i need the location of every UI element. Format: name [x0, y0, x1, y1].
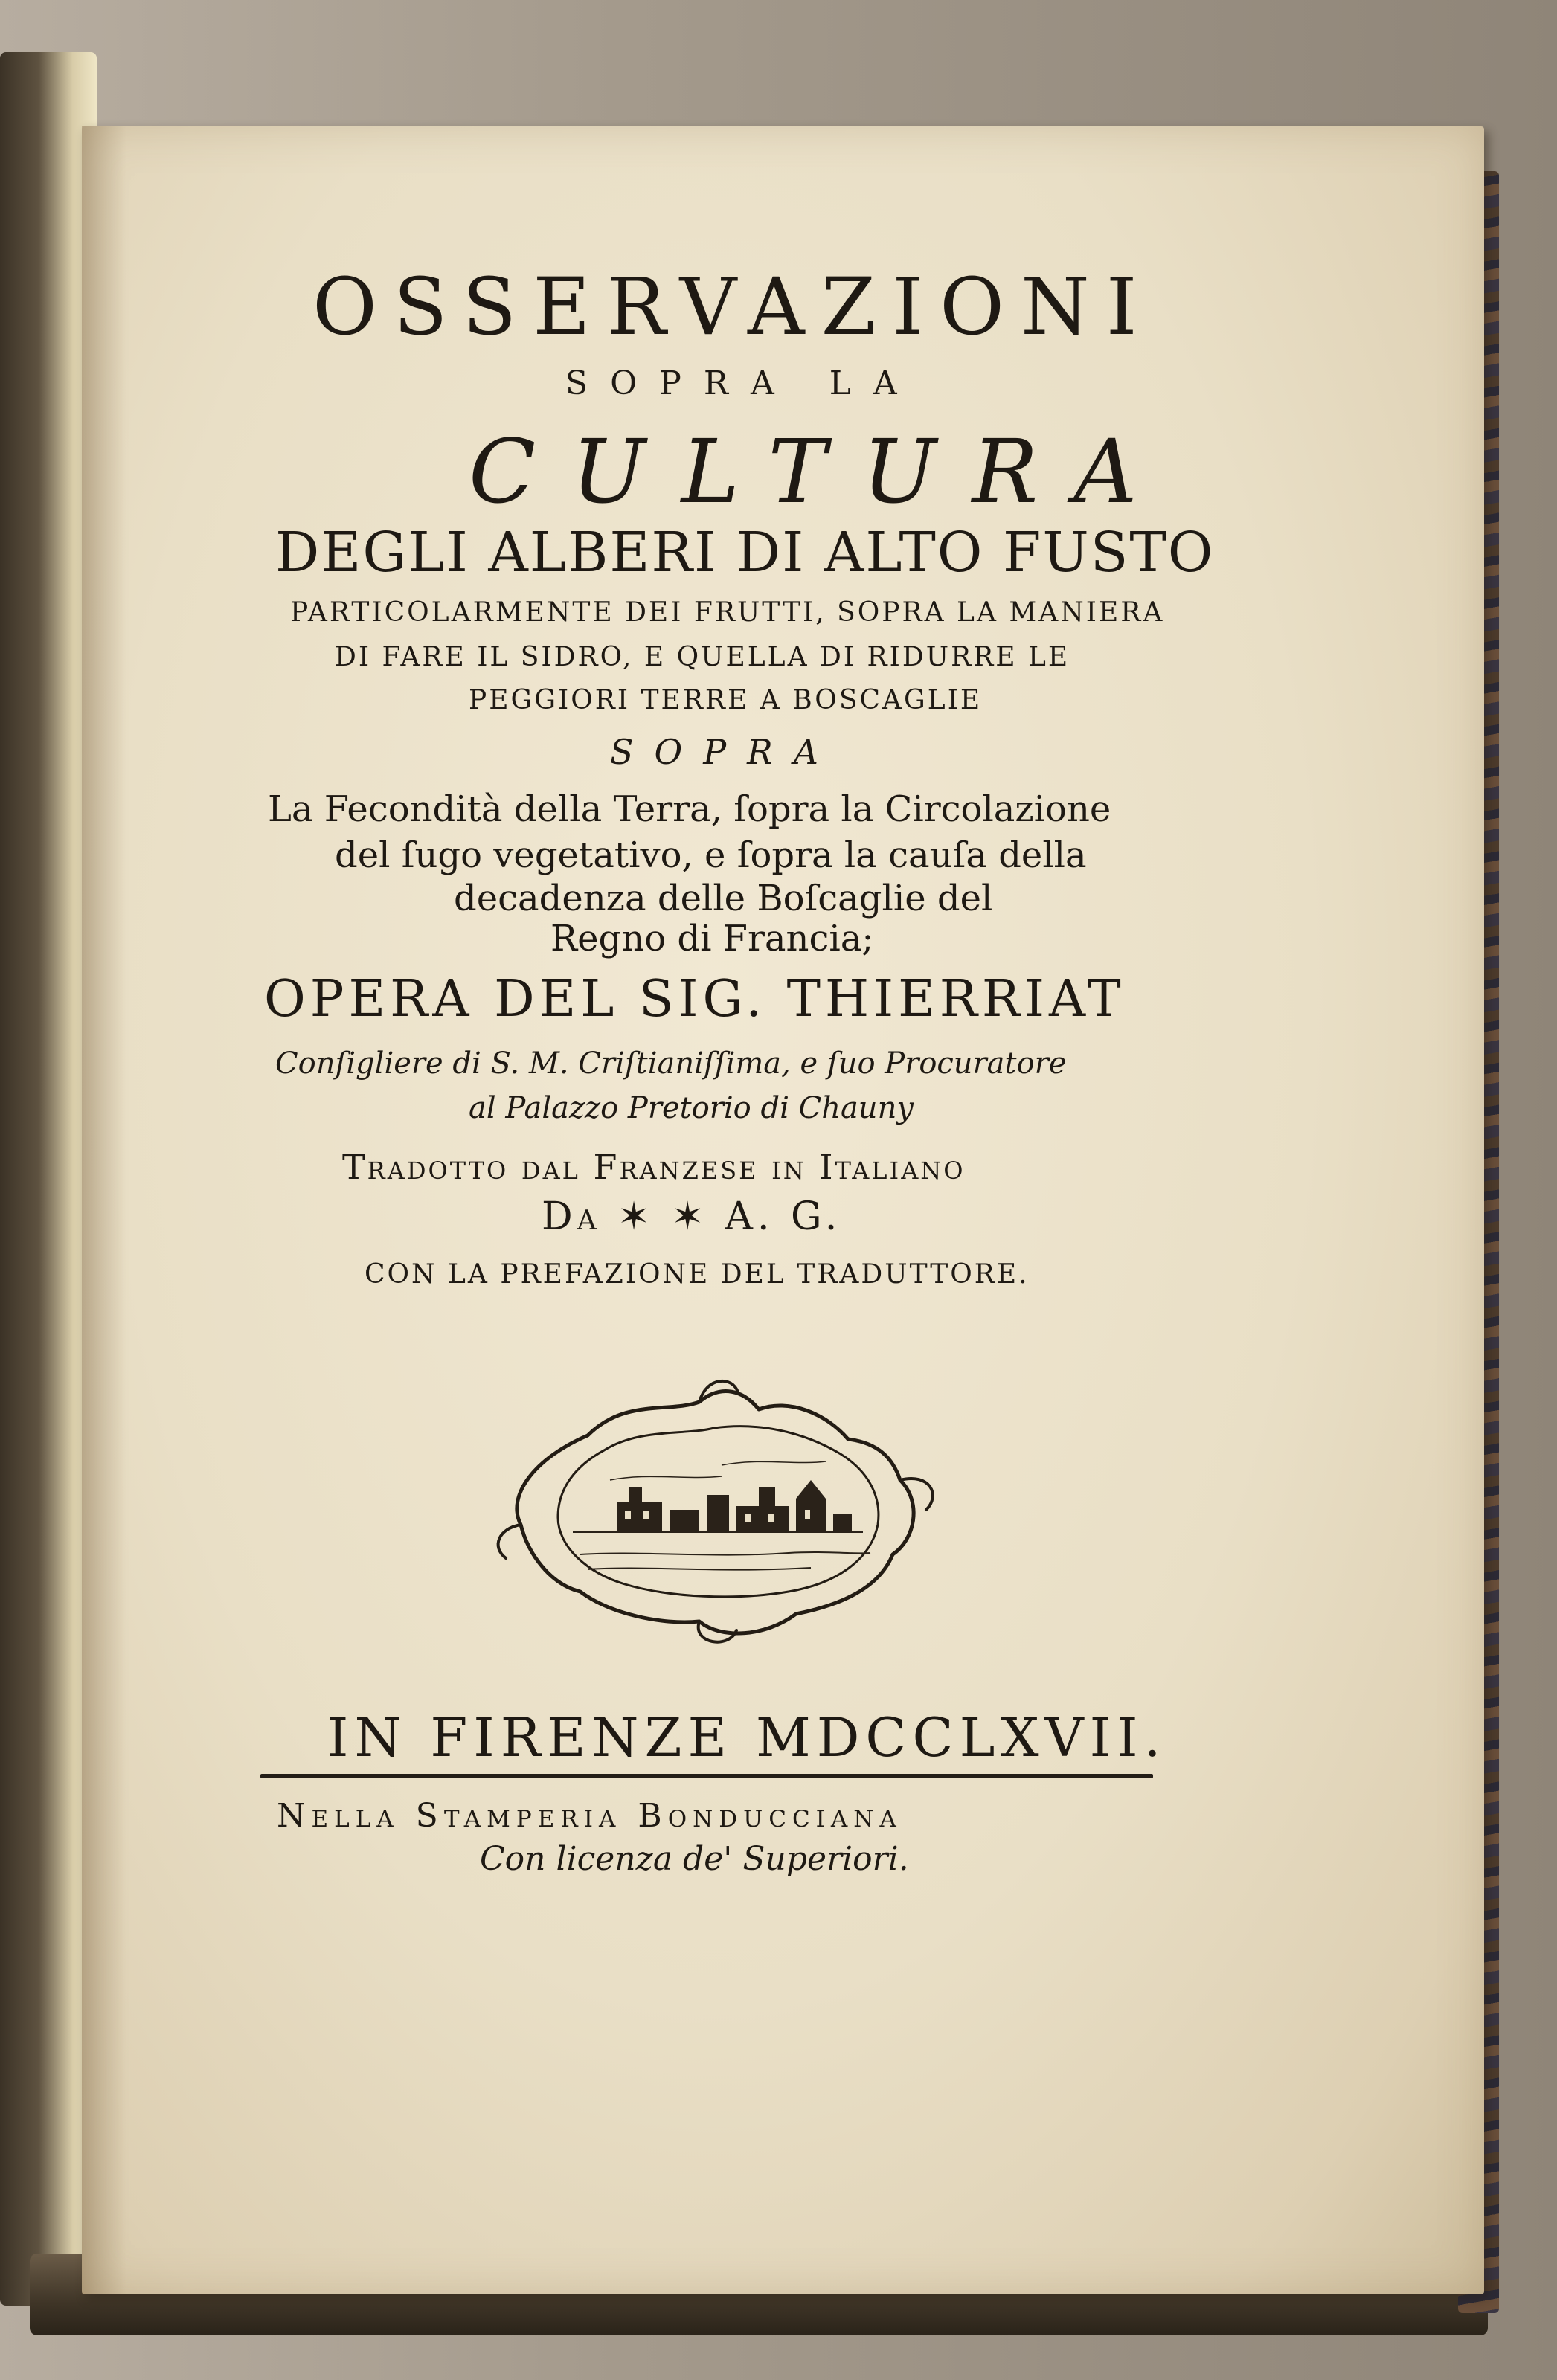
subtitle: DEGLI ALBERI DI ALTO FUSTO — [275, 521, 1215, 585]
sopra-la-line: SOPRA LA — [565, 364, 919, 402]
translator-initials: Da ✶ ✶ A. G. — [542, 1194, 842, 1239]
cultura-heading: CULTURA — [469, 420, 1173, 523]
printer-line: Nella Stamperia Bonducciana — [277, 1797, 902, 1835]
fecondita-line-4: Regno di Francia; — [550, 918, 874, 959]
fecondita-line-2: del ſugo vegetativo, e ſopra la cauſa della — [335, 834, 1087, 876]
licence-line: Con licenza de' Superiori. — [480, 1840, 909, 1878]
tradotto-line: Tradotto dal Franzese in Italiano — [342, 1147, 966, 1187]
particolarmente-line-3: PEGGIORI TERRE A BOSCAGLIE — [469, 685, 983, 715]
printers-vignette-ornament — [476, 1368, 952, 1651]
sopra-italic: SOPRA — [610, 732, 840, 772]
fecondita-line-3: decadenza delle Boſcaglie del — [454, 878, 993, 919]
particolarmente-line-2: DI FARE IL SIDRO, E QUELLA DI RIDURRE LE — [335, 642, 1070, 672]
author-line: OPERA DEL SIG. THIERRIAT — [264, 970, 1126, 1029]
imprint-place-date: IN FIRENZE MDCCLXVII. — [327, 1706, 1167, 1769]
imprint-rule — [260, 1774, 1153, 1778]
fecondita-line-1: La Fecondità della Terra, ſopra la Circolazione — [268, 788, 1111, 830]
consigliere-line-1: Conſigliere di S. M. Criſtianiſſima, e ſuo Procuratore — [275, 1046, 1067, 1081]
prefazione-line: CON LA PREFAZIONE DEL TRADUTTORE. — [365, 1259, 1030, 1290]
particolarmente-line-1: PARTICOLARMENTE DEI FRUTTI, SOPRA LA MANIERA — [290, 597, 1165, 628]
consigliere-line-2: al Palazzo Pretorio di Chauny — [469, 1091, 914, 1125]
page-gutter-shadow — [82, 126, 126, 2294]
main-title: OSSERVAZIONI — [312, 261, 1154, 353]
